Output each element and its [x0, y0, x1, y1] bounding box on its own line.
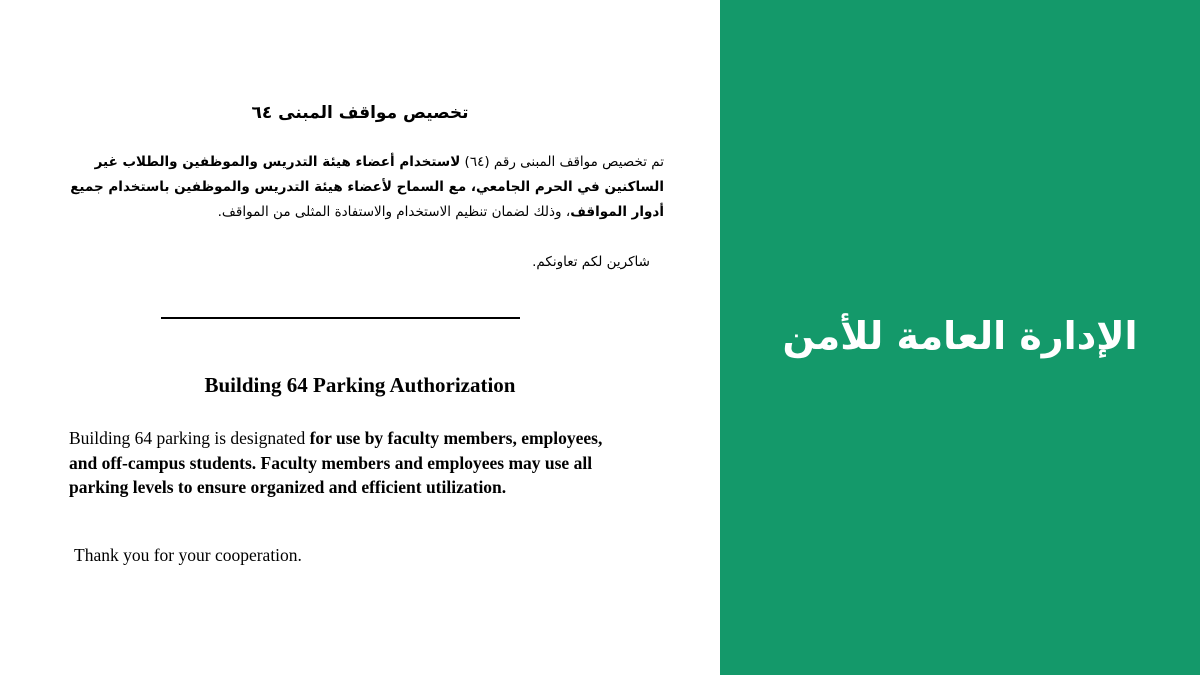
section-divider [161, 317, 520, 319]
english-body-bold: for use by faculty members, employees, and off-campus students. Faculty members and employees may use all parking levels to ensure organized and efficient utilization. [69, 428, 603, 497]
arabic-body-intro: تم تخصيص مواقف المبنى رقم (٦٤) [460, 154, 664, 170]
english-body-intro: Building 64 parking is designated [69, 428, 310, 448]
arabic-body-bold: لاستخدام أعضاء هيئة التدريس والموظفين والطلاب غير الساكنين في الحرم الجامعي، مع السماح لأعضاء هيئة التدريس والموظفين باستخدام جميع أدوار المواقف [70, 154, 664, 220]
arabic-thanks: شاكرين لكم تعاونكم. [532, 254, 650, 270]
english-thanks: Thank you for your cooperation. [74, 545, 302, 565]
arabic-title: تخصيص مواقف المبنى ٦٤ [251, 103, 469, 123]
arabic-body-end: ، وذلك لضمان تنظيم الاستخدام والاستفادة المثلى من المواقف. [217, 204, 571, 220]
department-title: الإدارة العامة للأمن [782, 314, 1138, 358]
english-body [69, 426, 609, 500]
english-title: Building 64 Parking Authorization [204, 373, 516, 397]
department-panel [720, 0, 1200, 675]
arabic-body [64, 150, 664, 225]
